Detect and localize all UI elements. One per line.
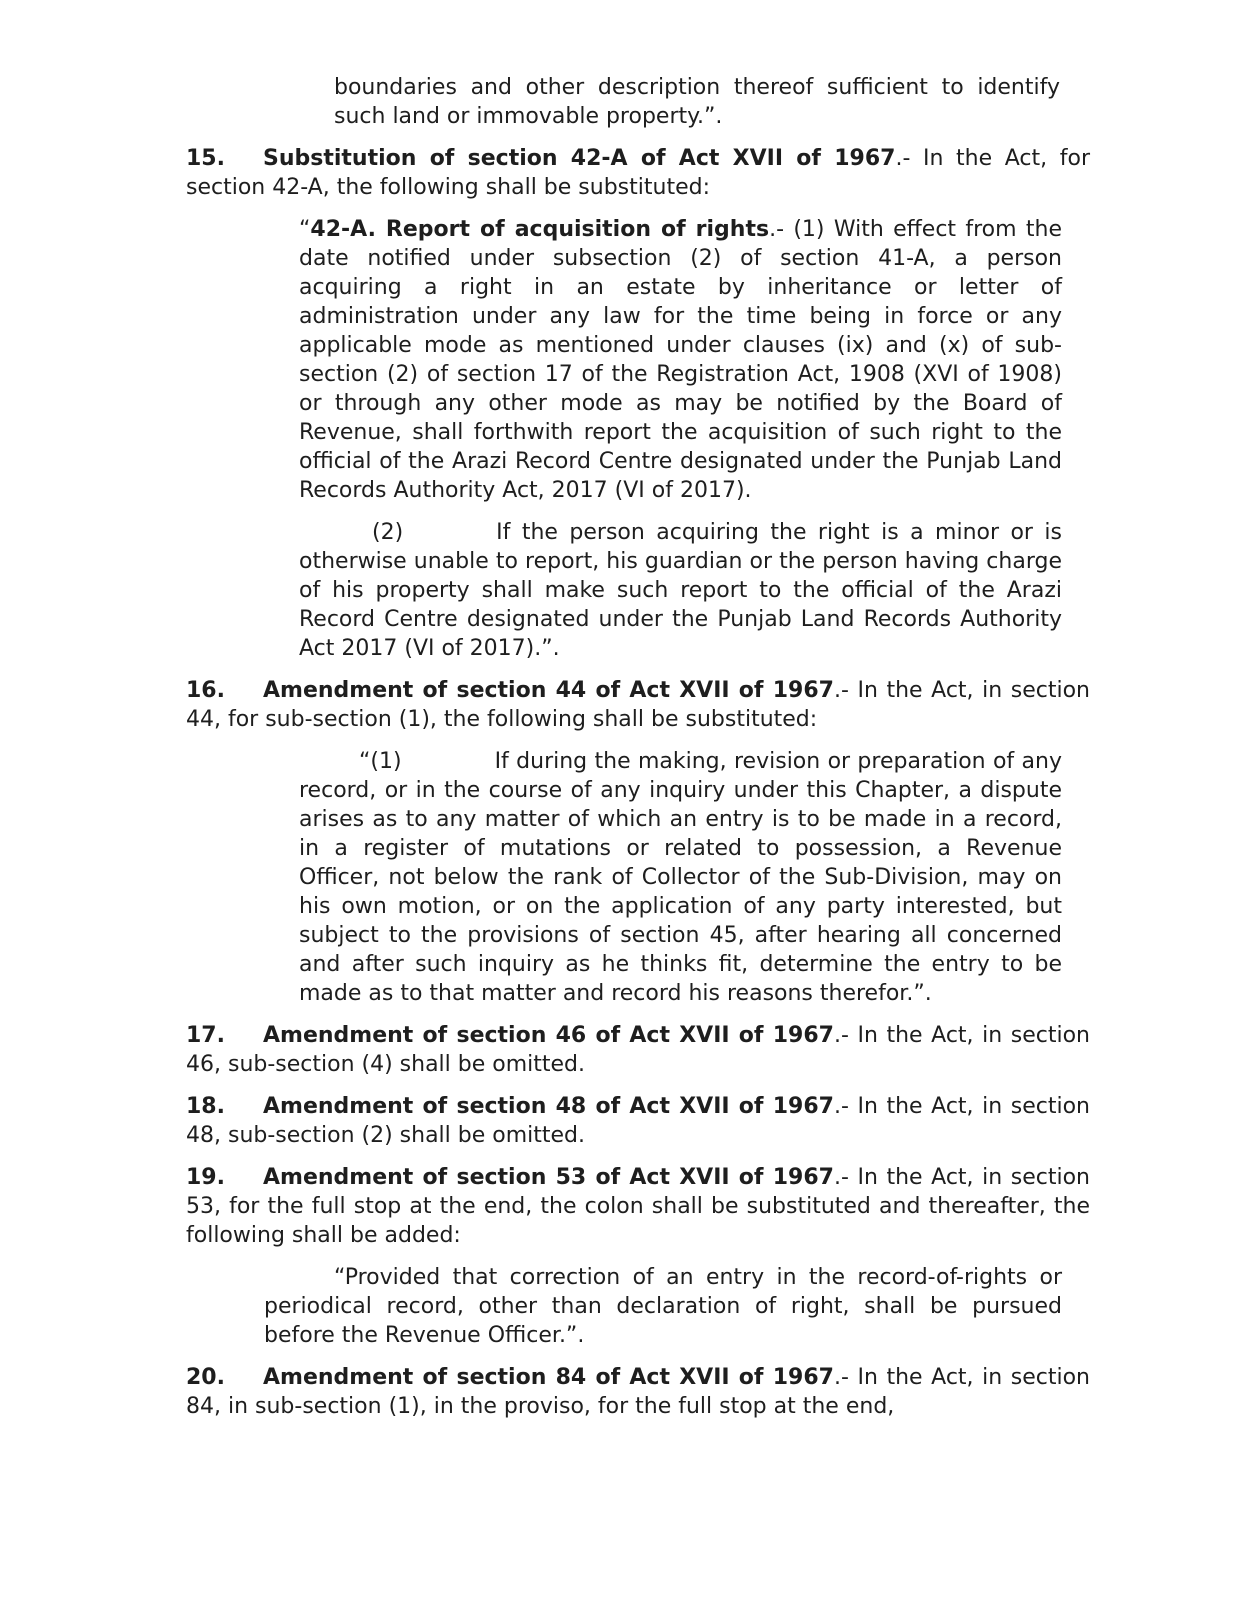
section-15-heading: Substitution of section 42-A of Act XVII of 1967 [263, 146, 896, 171]
section-18-paragraph [186, 1092, 1090, 1150]
subsection-1-text: If during the making, revision or preparation of any record, or in the course of any inquiry under this Chapter, a dispute arises as to any matter of which an entry is to be made in a record, in a register of mutations or related to possession, a Revenue Officer, not below the rank of Collector of the Sub-Division, may on his own motion, or on the application of any party interested, but subject to the provisions of section 45, after hearing all concerned and after such inquiry as he thinks fit, determine the entry to be made as to that matter and record his reasons therefor.”. [299, 749, 1062, 1006]
section-17-text: .- In the Act, in section 46, sub-section (4) shall be omitted. [186, 1023, 1090, 1077]
quote-42a-text: .- (1) With effect from the date notified under subsection (2) of section 41-A, a person acquiring a right in an estate by inheritance or letter of administration under any law for the time being in force or any applicable mode as mentioned under clauses (ix) and (x) of sub-section (2) of section 17 of the Registration Act, 1908 (XVI of 1908) or through any other mode as may be notified by the Board of Revenue, shall forthwith report the acquisition of such right to the official of the Arazi Record Centre designated under the Punjab Land Records Authority Act, 2017 (VI of 2017). [299, 217, 1062, 503]
subsection-2-marker: (2) [372, 520, 404, 545]
quote-53-proviso-paragraph [264, 1263, 1062, 1350]
section-16-text: .- In the Act, in section 44, for sub-section (1), the following shall be substituted: [186, 678, 1090, 732]
section-18-number: 18. [186, 1094, 225, 1119]
section-20-paragraph [186, 1363, 1090, 1421]
section-19-number: 19. [186, 1165, 225, 1190]
carryover-quote-paragraph [334, 73, 1060, 131]
section-16-heading: Amendment of section 44 of Act XVII of 1967 [263, 678, 834, 703]
carryover-quote-text: boundaries and other description thereof sufficient to identify such land or immovable property.”. [334, 75, 1060, 129]
section-19-heading: Amendment of section 53 of Act XVII of 1967 [263, 1165, 834, 1190]
quote-42a-subsection-2-paragraph [299, 518, 1062, 663]
section-17-heading: Amendment of section 46 of Act XVII of 1967 [263, 1023, 834, 1048]
document-content [186, 73, 1090, 1421]
section-18-heading: Amendment of section 48 of Act XVII of 1967 [263, 1094, 834, 1119]
section-15-text: .- In the Act, for section 42-A, the following shall be substituted: [186, 146, 1090, 200]
section-16-number: 16. [186, 678, 225, 703]
section-19-paragraph [186, 1163, 1090, 1250]
subsection-2-text: If the person acquiring the right is a minor or is otherwise unable to report, his guardian or the person having charge of his property shall make such report to the official of the Arazi Record Centre designated under the Punjab Land Records Authority Act 2017 (VI of 2017).”. [299, 520, 1062, 661]
section-20-number: 20. [186, 1365, 225, 1390]
section-16-paragraph [186, 676, 1090, 734]
section-19-text: .- In the Act, in section 53, for the full stop at the end, the colon shall be substituted and thereafter, the following shall be added: [186, 1165, 1090, 1248]
open-quote-mark: “ [299, 217, 311, 242]
section-17-paragraph [186, 1021, 1090, 1079]
proviso-text: “Provided that correction of an entry in the record-of-rights or periodical record, other than declaration of right, shall be pursued before the Revenue Officer.”. [264, 1265, 1062, 1348]
quote-42a-heading: 42-A. Report of acquisition of rights [310, 217, 770, 242]
quote-42a-paragraph [299, 215, 1062, 505]
section-20-heading: Amendment of section 84 of Act XVII of 1967 [263, 1365, 834, 1390]
section-17-number: 17. [186, 1023, 225, 1048]
section-20-text: .- In the Act, in section 84, in sub-section (1), in the proviso, for the full stop at the end, [186, 1365, 1090, 1419]
subsection-1-marker: “(1) [359, 749, 402, 774]
section-15-paragraph [186, 144, 1090, 202]
section-15-number: 15. [186, 146, 225, 171]
quote-44-subsection-1-paragraph [299, 747, 1062, 1008]
section-18-text: .- In the Act, in section 48, sub-section (2) shall be omitted. [186, 1094, 1090, 1148]
